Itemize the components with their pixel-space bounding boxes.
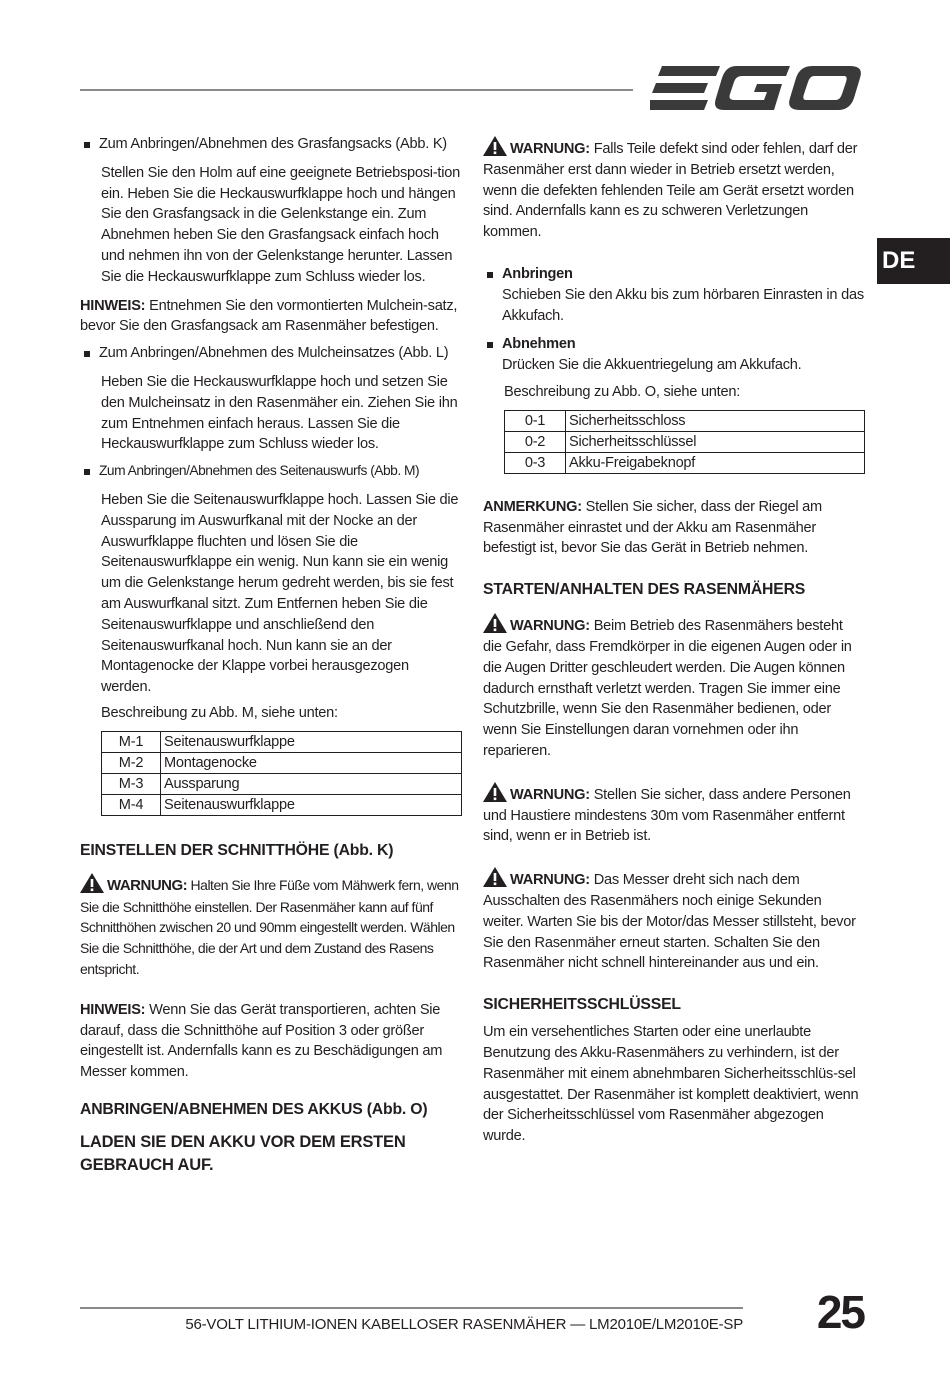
- warning-text: Das Messer dreht sich nach dem Ausschalten des Rasenmähers noch einige Sekunden weiter. Warten Sie bis der Motor/das Messer stillsteht, bevor Sie den Rasenmäher erneut starten. Schalten Sie den Rasenmäher nicht schnell hintereinander aus und ein.: [483, 872, 856, 972]
- table-desc: Sicherheitsschloss: [566, 410, 865, 431]
- remove-battery-heading: Abnehmen: [483, 334, 865, 355]
- table-o-caption: Beschreibung zu Abb. O, siehe unten:: [504, 383, 741, 400]
- language-tab: DE: [877, 238, 950, 284]
- warning-triangle-icon: [483, 782, 507, 802]
- remark-label: ANMERKUNG:: [483, 498, 582, 515]
- header-rule: [80, 89, 633, 91]
- battery-heading: ANBRINGEN/ABNEHMEN DES AKKUS (Abb. O): [80, 1100, 428, 1118]
- table-o-wrapper: [483, 410, 865, 474]
- table-m-wrapper: [80, 731, 462, 816]
- table-m-caption: Beschreibung zu Abb. M, siehe unten:: [101, 704, 338, 721]
- charge-before-use-heading: LADEN SIE DEN AKKU VOR DEM ERSTEN GEBRAUCH AUF.: [80, 1132, 406, 1174]
- page-number: 25: [816, 1286, 864, 1338]
- remark-latch: [483, 497, 865, 559]
- start-stop-heading: STARTEN/ANHALTEN DES RASENMÄHERS: [483, 581, 806, 599]
- table-code: 0-2: [505, 431, 566, 452]
- warning-triangle-icon: [483, 613, 507, 633]
- warning-triangle-icon: [80, 873, 104, 893]
- table-row: [102, 773, 462, 794]
- mulch-text: Heben Sie die Heckauswurfklappe hoch und setzen Sie den Mulcheinsatz in den Rasenmäher ein. Ziehen Sie ihn zum Entnehmen einfach heraus. Lassen Sie die Heckauswurfklappe zum Schluss wieder los.: [101, 373, 458, 453]
- warning-triangle-icon: [483, 867, 507, 887]
- left-column: [80, 132, 462, 1177]
- note-label: HINWEIS:: [80, 1001, 146, 1018]
- table-row: [102, 752, 462, 773]
- grass-bag-heading: Zum Anbringen/Abnehmen des Grasfangsacks (Abb. K): [80, 134, 462, 155]
- side-discharge-text: Heben Sie die Seitenauswurfklappe hoch. Lassen Sie die Aussparung im Auswurfkanal mit der Nocke an der Auswurfklappe fluchten und lösen Sie die Seitenauswurfklappe ein wenig. Nun kann sie ein wenig um die Gelenkstange herum gedreht werden, bis sie fest am Auswurfkanal sitzt. Zum Entfernen heben Sie die Seitenauswurfklappe und anschließend den Seitenauswurfkanal hoch. Nun kann sie an der Montagenocke der Klappe vorbei herausgezogen werden.: [101, 491, 459, 696]
- note-text: Wenn Sie das Gerät transportieren, achten Sie darauf, dass die Schnitthöhe auf Position 3 oder größer eingestellt ist. Andernfalls kann es zu Beschädigungen am Messer kommen.: [80, 1001, 443, 1081]
- warning-distance: [483, 782, 865, 847]
- ego-logo: [650, 64, 862, 112]
- warning-text: Halten Sie Ihre Füße vom Mähwerk fern, wenn Sie die Schnitthöhe einstellen. Der Rasenmäher kann auf fünf Schnitthöhen zwischen 20 und 90mm eingestellt werden. Wählen Sie die Schnitthöhe, die der Art und dem Zustand des Rasens entspricht.: [80, 876, 459, 977]
- footer-title: 56-VOLT LITHIUM-IONEN KABELLOSER RASENMÄHER — LM2010E/LM2010E-SP: [185, 1316, 743, 1333]
- warning-label: WARNUNG:: [510, 618, 590, 635]
- warning-text: Beim Betrieb des Rasenmähers besteht die Gefahr, dass Fremdkörper in die eigenen Augen oder in die Augen Dritter geschleudert werden. Die Augen können dadurch ernsthaft verletzt werden. Tragen Sie immer eine Schutzbrille, wenn Sie den Rasenmäher bedienen, oder wenn Sie Einstellungen daran vornehmen oder ihn reparieren.: [483, 618, 852, 759]
- note-transport: [80, 1000, 462, 1083]
- table-row: [505, 452, 865, 473]
- note-label: HINWEIS:: [80, 297, 146, 314]
- warning-cut-height: [80, 873, 462, 980]
- table-desc: Seitenauswurfklappe: [161, 794, 462, 815]
- side-discharge-heading: Zum Anbringen/Abnehmen des Seitenauswurfs (Abb. M): [80, 461, 462, 482]
- table-row: [102, 794, 462, 815]
- table-code: M-2: [102, 752, 161, 773]
- warning-text: Stellen Sie sicher, dass andere Personen und Haustiere mindestens 30m vom Rasenmäher entfernt sind, wenn er in Betrieb ist.: [483, 786, 851, 845]
- table-desc: Aussparung: [161, 773, 462, 794]
- table-row: [505, 431, 865, 452]
- safety-key-text: Um ein versehentliches Starten oder eine unerlaubte Benutzung des Akku-Rasenmähers zu verhindern, ist der Rasenmäher mit einem abnehmbaren Sicherheitsschlüs-sel ausgestattet. Der Rasenmäher ist komplett deaktiviert, wenn der Sicherheitsschlüssel vom Rasenmäher abgezogen wurde.: [483, 1024, 859, 1145]
- remove-battery-text: Drücken Sie die Akkuentriegelung am Akkufach.: [502, 357, 802, 374]
- table-row: [505, 410, 865, 431]
- table-code: M-1: [102, 731, 161, 752]
- warning-label: WARNUNG:: [510, 786, 590, 803]
- warning-label: WARNUNG:: [510, 141, 590, 157]
- table-o: [504, 410, 865, 474]
- table-desc: Sicherheitsschlüssel: [566, 431, 865, 452]
- attach-battery-heading: Anbringen: [483, 264, 865, 285]
- warning-text: Falls Teile defekt sind oder fehlen, darf der Rasenmäher erst dann wieder in Betrieb ersetzt werden, wenn die defekten fehlenden Teile am Gerät ersetzt worden sind. Andernfalls kann es zu schweren Verletzungen kommen.: [483, 141, 858, 241]
- attach-battery-text: Schieben Sie den Akku bis zum hörbaren Einrasten in das Akkufach.: [502, 286, 864, 324]
- right-column: [483, 132, 865, 1147]
- cut-height-heading: EINSTELLEN DER SCHNITTHÖHE (Abb. K): [80, 841, 394, 859]
- warning-defective-parts: [483, 136, 865, 243]
- table-desc: Akku-Freigabeknopf: [566, 452, 865, 473]
- grass-bag-text: Stellen Sie den Holm auf eine geeignete Betriebsposi-tion ein. Heben Sie die Heckauswurfklappe hoch und hängen Sie den Grasfangsack in die Gelenkstange ein. Zum Abnehmen heben Sie den Grasfangsack einfach hoch und nehmen ihn von der Gelenkstange herunter. Lassen Sie die Heckauswurfklappe zum Schluss wieder los.: [101, 164, 460, 285]
- table-row: [102, 731, 462, 752]
- warning-eye-protection: [483, 613, 865, 762]
- safety-key-heading: SICHERHEITSSCHLÜSSEL: [483, 996, 681, 1014]
- warning-triangle-icon: [483, 136, 507, 156]
- table-desc: Seitenauswurfklappe: [161, 731, 462, 752]
- table-m: [101, 731, 462, 816]
- warning-label: WARNUNG:: [107, 876, 188, 894]
- note-text: Entnehmen Sie den vormontierten Mulchein-satz, bevor Sie den Grasfangsack am Rasenmäher befestigen.: [80, 297, 458, 335]
- warning-label: WARNUNG:: [510, 872, 590, 889]
- table-desc: Montagenocke: [161, 752, 462, 773]
- table-code: 0-3: [505, 452, 566, 473]
- table-code: 0-1: [505, 410, 566, 431]
- remark-text: Stellen Sie sicher, dass der Riegel am Rasenmäher einrastet und der Akku am Rasenmäher befestigt ist, bevor Sie das Gerät in Betrieb nehmen.: [483, 498, 822, 557]
- footer-rule: [80, 1307, 743, 1309]
- note-mulch-before-bag: [80, 296, 462, 338]
- table-code: M-3: [102, 773, 161, 794]
- table-code: M-4: [102, 794, 161, 815]
- mulch-heading: Zum Anbringen/Abnehmen des Mulcheinsatzes (Abb. L): [80, 343, 462, 364]
- warning-blade-rotation: [483, 867, 865, 974]
